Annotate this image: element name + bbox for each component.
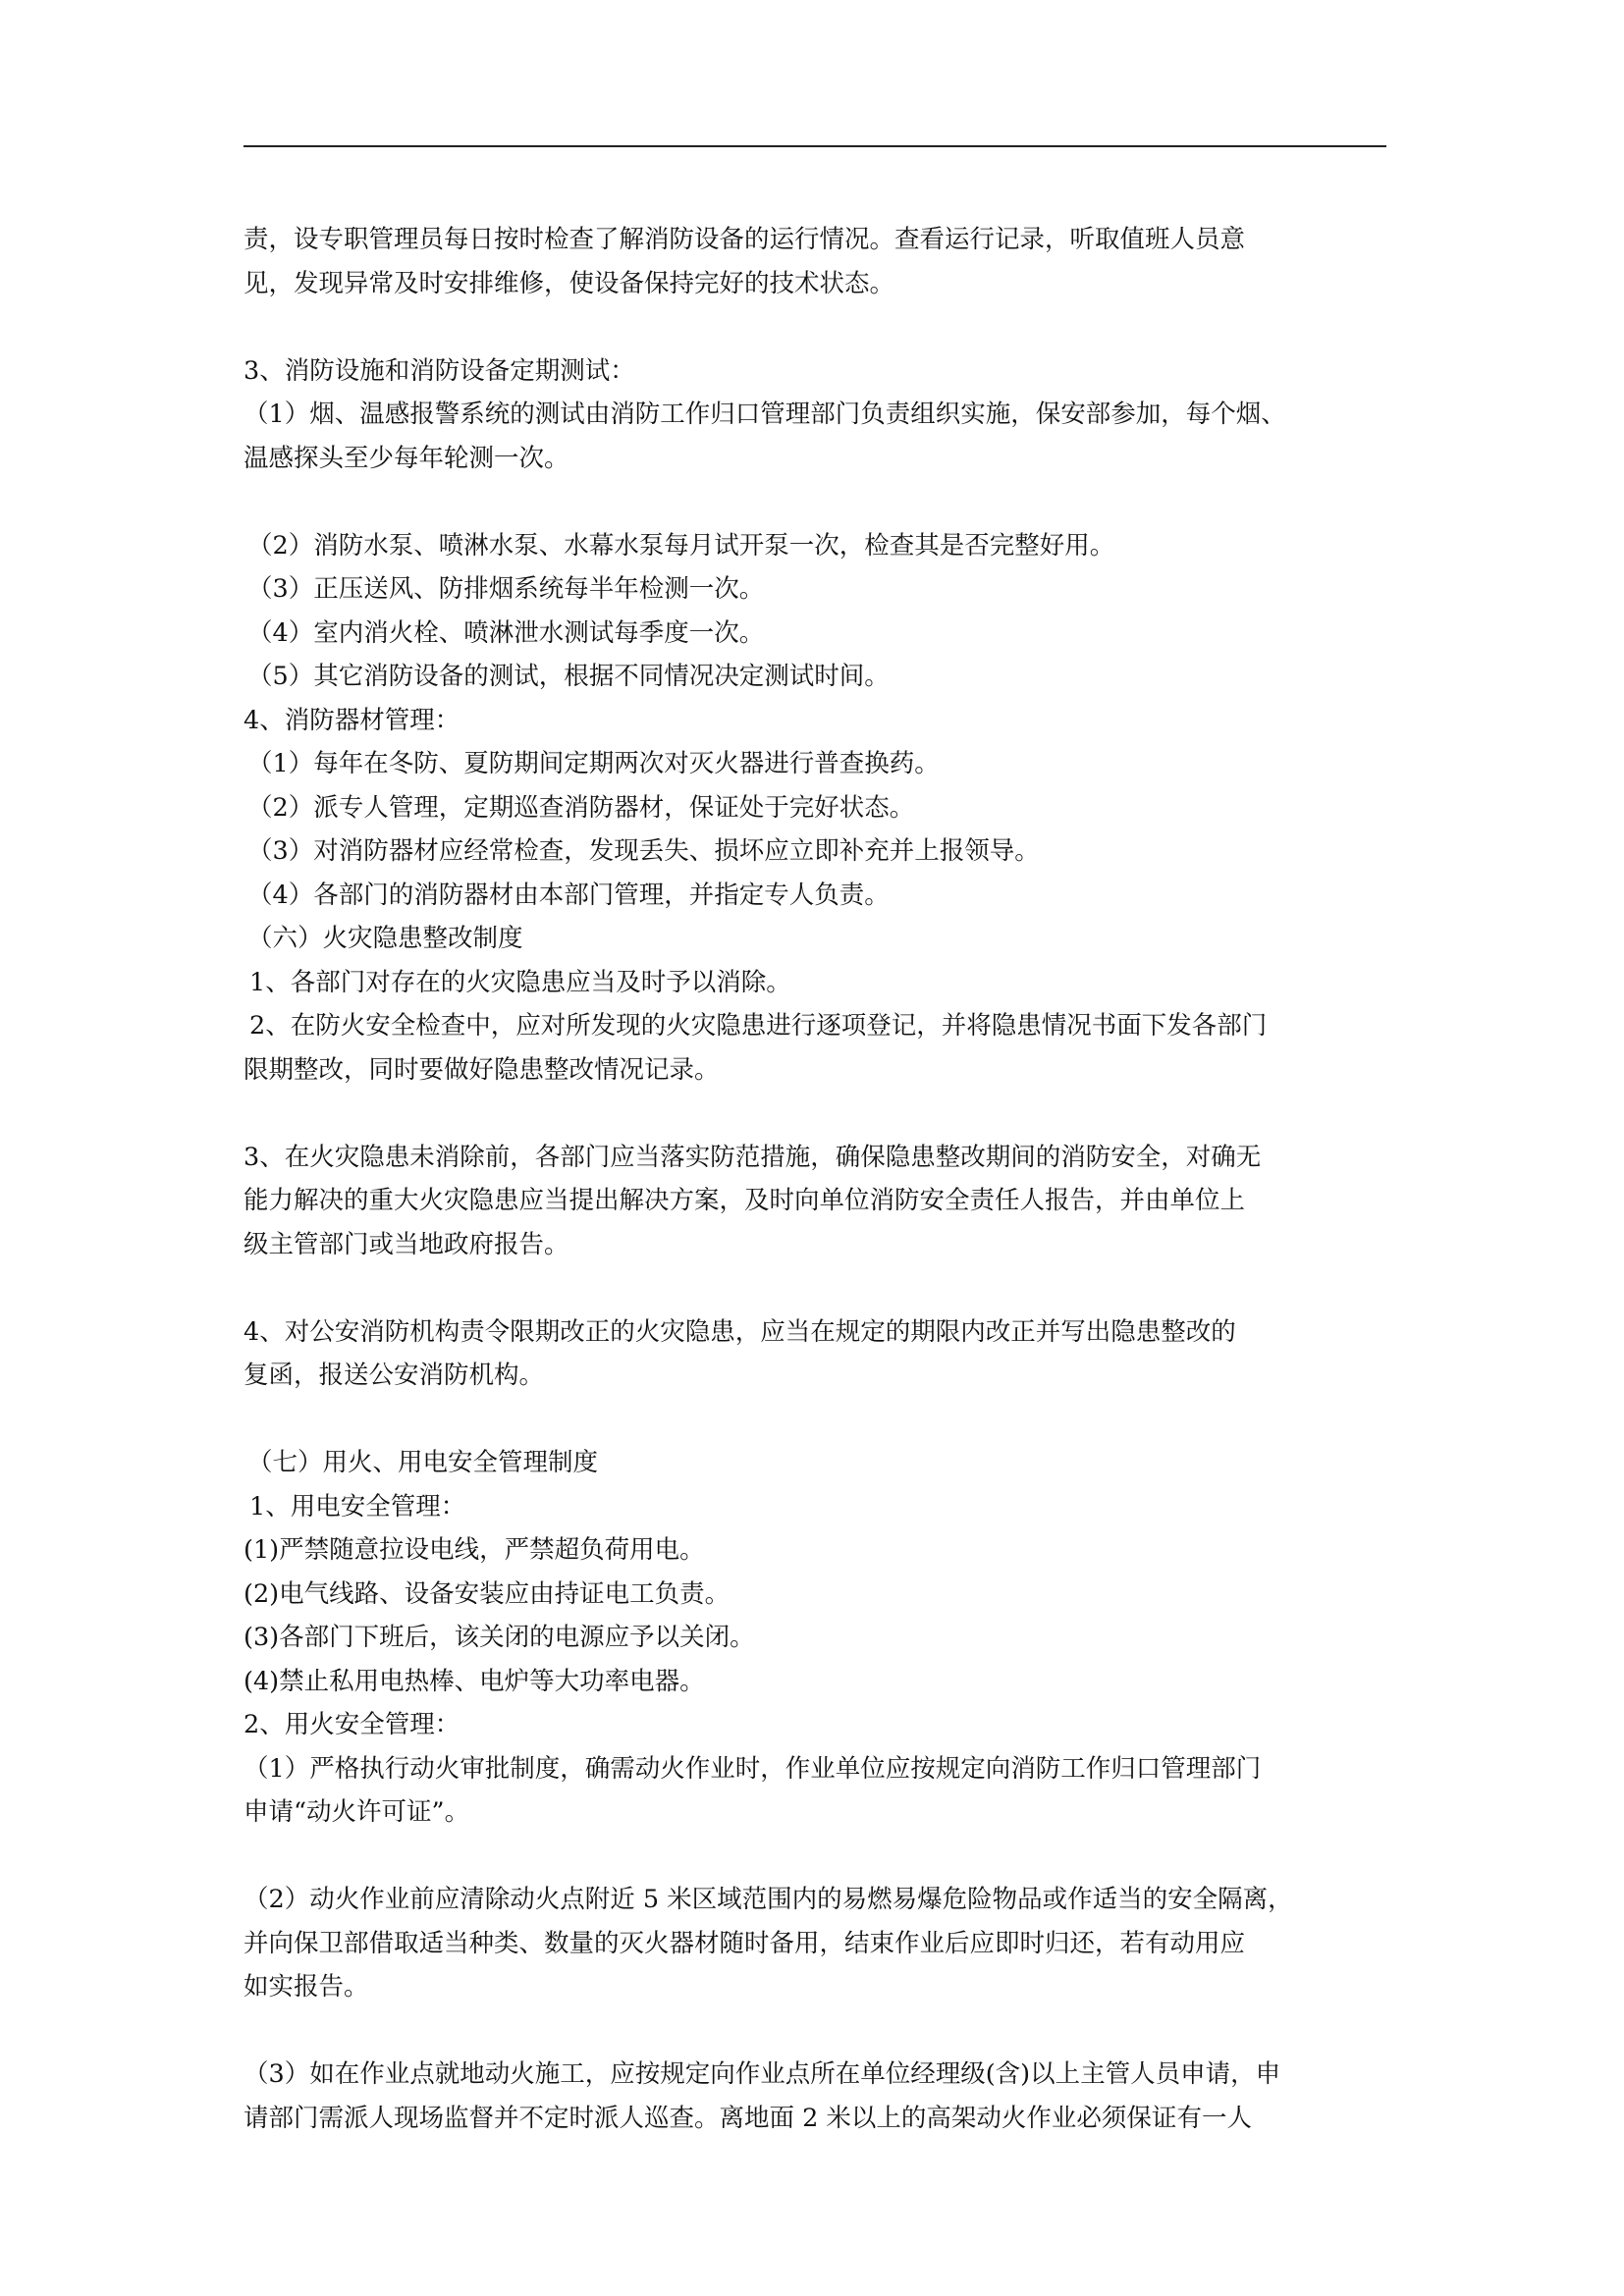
paragraph-line: 限期整改，同时要做好隐患整改情况记录。 (244, 1054, 720, 1085)
list-item: 1、各部门对存在的火灾隐患应当及时予以消除。 (249, 967, 791, 997)
section-heading: 2、用火安全管理： (244, 1710, 460, 1739)
blank-line (244, 305, 1386, 349)
blank-line (244, 1266, 1386, 1310)
list-item: （2）动火作业前应清除动火点附近 5 米区域范围内的易燃易爆危险物品或作适当的安全隔离， (244, 1885, 1293, 1914)
blank-line (244, 480, 1386, 524)
list-item: 2、在防火安全检查中，应对所发现的火灾隐患进行逐项登记，并将隐患情况书面下发各部门 (249, 1011, 1268, 1041)
list-item: (4)禁止私用电热棒、电炉等大功率电器。 (244, 1666, 705, 1696)
list-item: 4、对公安消防机构责令限期改正的火灾隐患，应当在规定的期限内改正并写出隐患整改的 (244, 1316, 1236, 1347)
list-item: （4）各部门的消防器材由本部门管理，并指定专人负责。 (247, 880, 890, 910)
list-item: （3）正压送风、防排烟系统每半年检测一次。 (247, 574, 765, 604)
list-item: （5）其它消防设备的测试，根据不同情况决定测试时间。 (247, 662, 890, 691)
list-item: （1）严格执行动火审批制度，确需动火作业时，作业单位应按规定向消防工作归口管理部门 (244, 1753, 1262, 1784)
blank-line (244, 2009, 1386, 2054)
blank-line (244, 1835, 1386, 1879)
blank-line (244, 1398, 1386, 1442)
chapter-heading: （六）火灾隐患整改制度 (247, 924, 523, 953)
list-item: （2）消防水泵、喷淋水泵、水幕水泵每月试开泵一次，检查其是否完整好用。 (247, 530, 1115, 561)
list-item: （2）派专人管理，定期巡查消防器材，保证处于完好状态。 (247, 792, 915, 823)
paragraph-line: 见，发现异常及时安排维修，使设备保持完好的技术状态。 (244, 268, 895, 298)
list-item: （1）每年在冬防、夏防期间定期两次对灭火器进行普查换药。 (247, 749, 940, 778)
section-heading: 3、消防设施和消防设备定期测试： (244, 355, 635, 386)
list-item: (3)各部门下班后，该关闭的电源应予以关闭。 (244, 1623, 755, 1652)
paragraph-line: 请部门需派人现场监督并不定时派人巡查。离地面 2 米以上的高架动火作业必须保证有一人 (244, 2103, 1252, 2133)
section-heading: 4、消防器材管理： (244, 705, 460, 735)
paragraph-line: 并向保卫部借取适当种类、数量的灭火器材随时备用，结束作业后应即时归还，若有动用应 (244, 1928, 1246, 1958)
list-item: （3）对消防器材应经常检查，发现丢失、损坏应立即补充并上报领导。 (247, 836, 1040, 866)
paragraph-line: 责，设专职管理员每日按时检查了解消防设备的运行情况。查看运行记录，听取值班人员意 (244, 225, 1246, 254)
document-body (244, 218, 1386, 2140)
paragraph-line: 复函，报送公安消防机构。 (244, 1361, 545, 1390)
list-item: (2)电气线路、设备安装应由持证电工负责。 (244, 1578, 731, 1609)
list-item: (1)严禁随意拉设电线，严禁超负荷用电。 (244, 1535, 705, 1565)
header-rule (244, 145, 1386, 147)
chapter-heading: （七）用火、用电安全管理制度 (247, 1448, 599, 1477)
paragraph-line: 能力解决的重大火灾隐患应当提出解决方案，及时向单位消防安全责任人报告，并由单位上 (244, 1186, 1246, 1215)
list-item: （3）如在作业点就地动火施工，应按规定向作业点所在单位经理级(含)以上主管人员申请，申 (244, 2059, 1281, 2089)
section-heading: 1、用电安全管理： (249, 1491, 466, 1522)
list-item: （4）室内消火栓、喷淋泄水测试每季度一次。 (247, 617, 765, 648)
blank-line (244, 1092, 1386, 1136)
list-item: 3、在火灾隐患未消除前，各部门应当落实防范措施，确保隐患整改期间的消防安全，对确无 (244, 1142, 1262, 1172)
paragraph-line: 如实报告。 (244, 1972, 369, 2002)
paragraph-line: 级主管部门或当地政府报告。 (244, 1229, 569, 1259)
paragraph-line: 申请“动火许可证”。 (244, 1797, 470, 1827)
list-item: （1）烟、温感报警系统的测试由消防工作归口管理部门负责组织实施，保安部参加，每个烟、 (244, 400, 1286, 429)
paragraph-line: 温感探头至少每年轮测一次。 (244, 443, 569, 473)
